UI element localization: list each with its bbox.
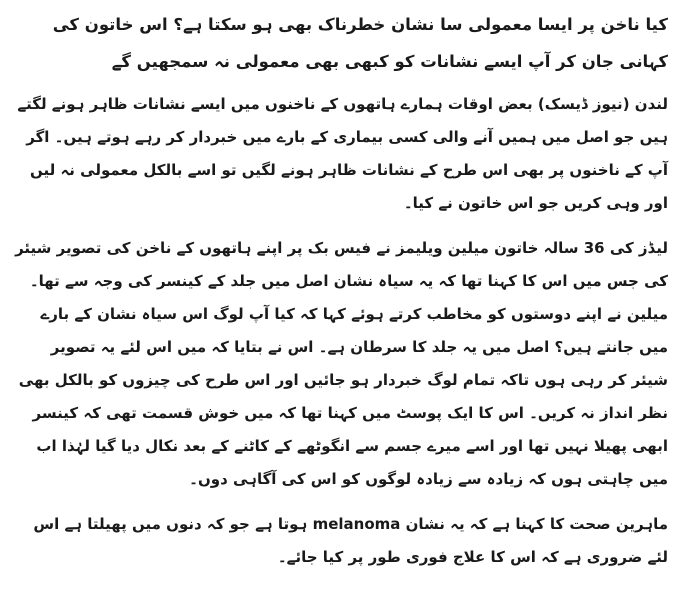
article-paragraph: لیڈز کی 36 سالہ خاتون میلین ویلیمز نے فیس بک پر اپنے ہاتھوں کے ناخن کی تصویر شیئر کی جس میں اس کا کہنا تھا کہ یہ سیاہ نشان اصل میں جلد کے کینسر کی وجہ سے تھا۔ میلین نے اپنے دوستوں کو مخاطب کرتے ہوئے کہا کہ کیا آپ لوگ اس سیاہ نشان کے بارے میں جانتے ہیں؟ اصل میں یہ جلد کا سرطان ہے۔ اس نے بتایا کہ میں اس لئے یہ تصویر شیئر کر رہی ہوں تاکہ تمام لوگ خبردار ہو جائیں اور اس طرح کی چیزوں کو بالکل بھی نظر انداز نہ کریں۔ اس کا ایک پوسٹ میں کہنا تھا کہ میں خوش قسمت تھی کہ کینسر ابھی پھیلا نہیں تھا اور اسے میرے جسم سے انگوٹھے کے کاٹنے کے بعد نکال دیا گیا لہٰذا اب میں چاہتی ہوں کہ زیادہ سے زیادہ لوگوں کو اس کی آگاہی دوں۔: [15, 239, 668, 488]
article-paragraph: ماہرین صحت کا کہنا ہے کہ یہ نشان melanoma ہوتا ہے جو کہ دنوں میں پھیلتا ہے اس لئے ضروری ہے کہ اس کا علاج فوری طور پر کیا جائے۔: [33, 515, 668, 566]
article: [12, 6, 668, 586]
article-paragraph: لندن (نیوز ڈیسک) بعض اوقات ہمارے ہاتھوں کے ناخنوں میں ایسے نشانات ظاہر ہونے لگتے ہیں جو اصل میں ہمیں آنے والی کسی بیماری کے بارے میں خبردار کر رہے ہوتے ہیں۔ اگر آپ کے ناخنوں پر بھی اس طرح کے نشانات ظاہر ہونے لگیں تو اسے بالکل معمولی نہ لیں اور وہی کریں جو اس خاتون نے کیا۔: [17, 95, 668, 212]
article-headline: کیا ناخن پر ایسا معمولی سا نشان خطرناک بھی ہو سکتا ہے؟ اس خاتون کی کہانی جان کر آپ ایسے نشانات کو کبھی بھی معمولی نہ سمجھیں گے: [52, 15, 668, 71]
